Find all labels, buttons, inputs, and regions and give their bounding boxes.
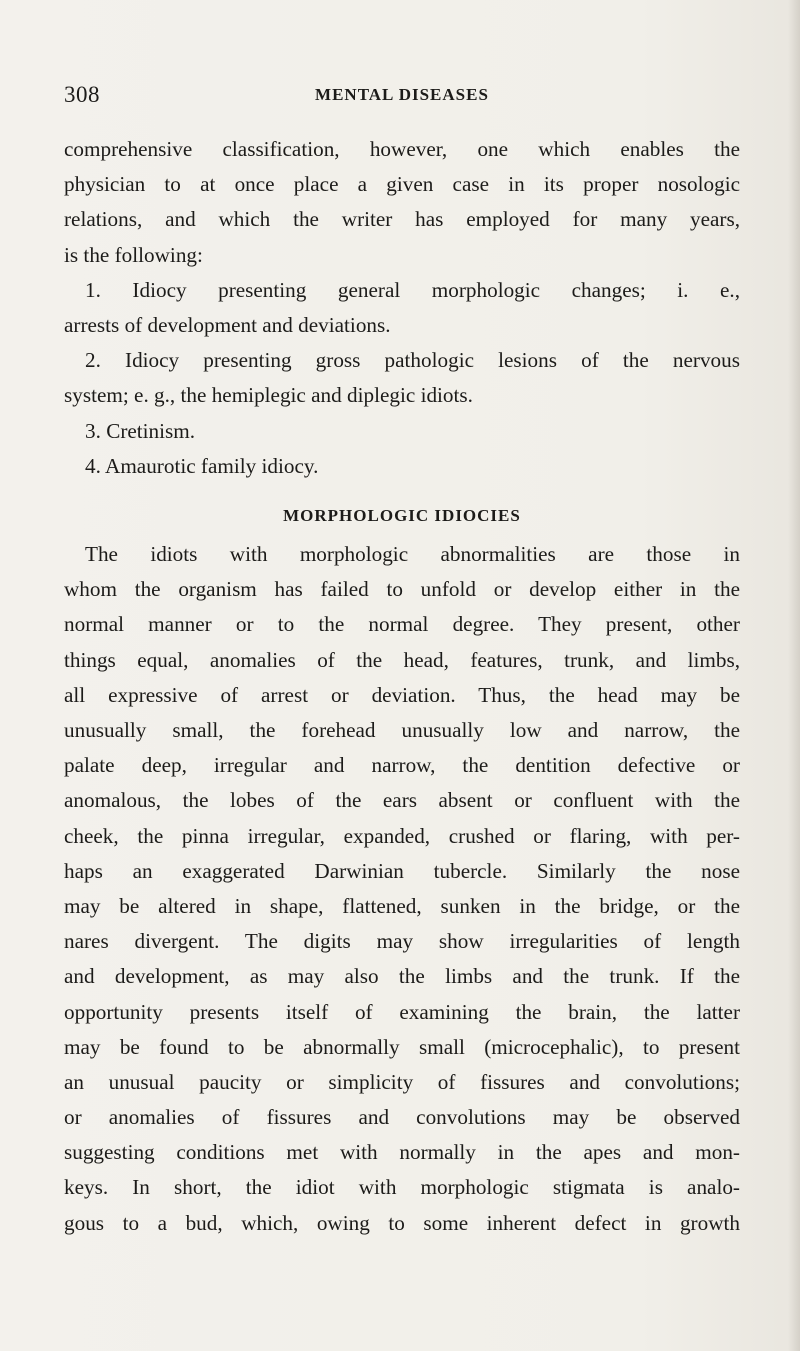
paragraph-line: nares divergent. The digits may show irregularities of length [64, 929, 740, 954]
paragraph-line: normal manner or to the normal degree. They present, other [64, 612, 740, 637]
paragraph-line: cheek, the pinna irregular, expanded, crushed or flaring, with per- [64, 823, 740, 848]
paragraph-line: may be found to be abnormally small (microcephalic), to present [64, 1034, 740, 1059]
running-head: MENTAL DISEASES [315, 85, 489, 104]
paragraph-line: anomalous, the lobes of the ears absent or confluent with the [64, 788, 740, 813]
text-line: comprehensive classification, however, one which enables the [64, 137, 740, 161]
list-item-1-continuation: arrests of development and deviations. [64, 312, 391, 337]
paragraph-line: all expressive of arrest or deviation. Thus, the head may be [64, 682, 740, 707]
paragraph-line: things equal, anomalies of the head, features, trunk, and limbs, [64, 647, 740, 672]
text-line: is the following: [64, 242, 203, 267]
page-header [64, 82, 740, 112]
paragraph-line: suggesting conditions met with normally in the apes and mon- [64, 1140, 740, 1165]
paragraph-line: keys. In short, the idiot with morphologic stigmata is analo- [64, 1175, 740, 1200]
body-text [64, 132, 740, 1241]
paragraph-line: palate deep, irregular and narrow, the dentition defective or [64, 753, 740, 778]
paragraph-line: or anomalies of fissures and convolutions may be observed [64, 1105, 740, 1130]
paragraph-line: whom the organism has failed to unfold or develop either in the [64, 577, 740, 602]
list-item-4: 4. Amaurotic family idiocy. [85, 453, 319, 478]
paragraph-line: and development, as may also the limbs and the trunk. If the [64, 964, 740, 989]
paragraph-line: gous to a bud, which, owing to some inherent defect in growth [64, 1210, 740, 1235]
list-item-2-continuation: system; e. g., the hemiplegic and diplegic idiots. [64, 383, 473, 408]
list-item-2: 2. Idiocy presenting gross pathologic lesions of the nervous [85, 348, 740, 373]
text-line: relations, and which the writer has employed for many years, [64, 207, 740, 232]
paragraph-line: haps an exaggerated Darwinian tubercle. Similarly the nose [64, 858, 740, 883]
paragraph-line: The idiots with morphologic abnormalities are those in [85, 542, 740, 567]
paragraph-line: unusually small, the forehead unusually low and narrow, the [64, 718, 740, 742]
page-edge-shadow [788, 0, 800, 1351]
list-item-3: 3. Cretinism. [85, 418, 196, 443]
paragraph-line: an unusual paucity or simplicity of fissures and convolutions; [64, 1069, 740, 1094]
text-line: physician to at once place a given case in its proper nosologic [64, 172, 740, 197]
list-item-1: 1. Idiocy presenting general morphologic changes; i. e., [85, 277, 740, 302]
paragraph-line: opportunity presents itself of examining the brain, the latter [64, 999, 740, 1024]
paragraph-line: may be altered in shape, flattened, sunken in the bridge, or the [64, 893, 740, 918]
page-number: 308 [64, 82, 100, 107]
section-heading: MORPHOLOGIC IDIOCIES [283, 505, 521, 525]
